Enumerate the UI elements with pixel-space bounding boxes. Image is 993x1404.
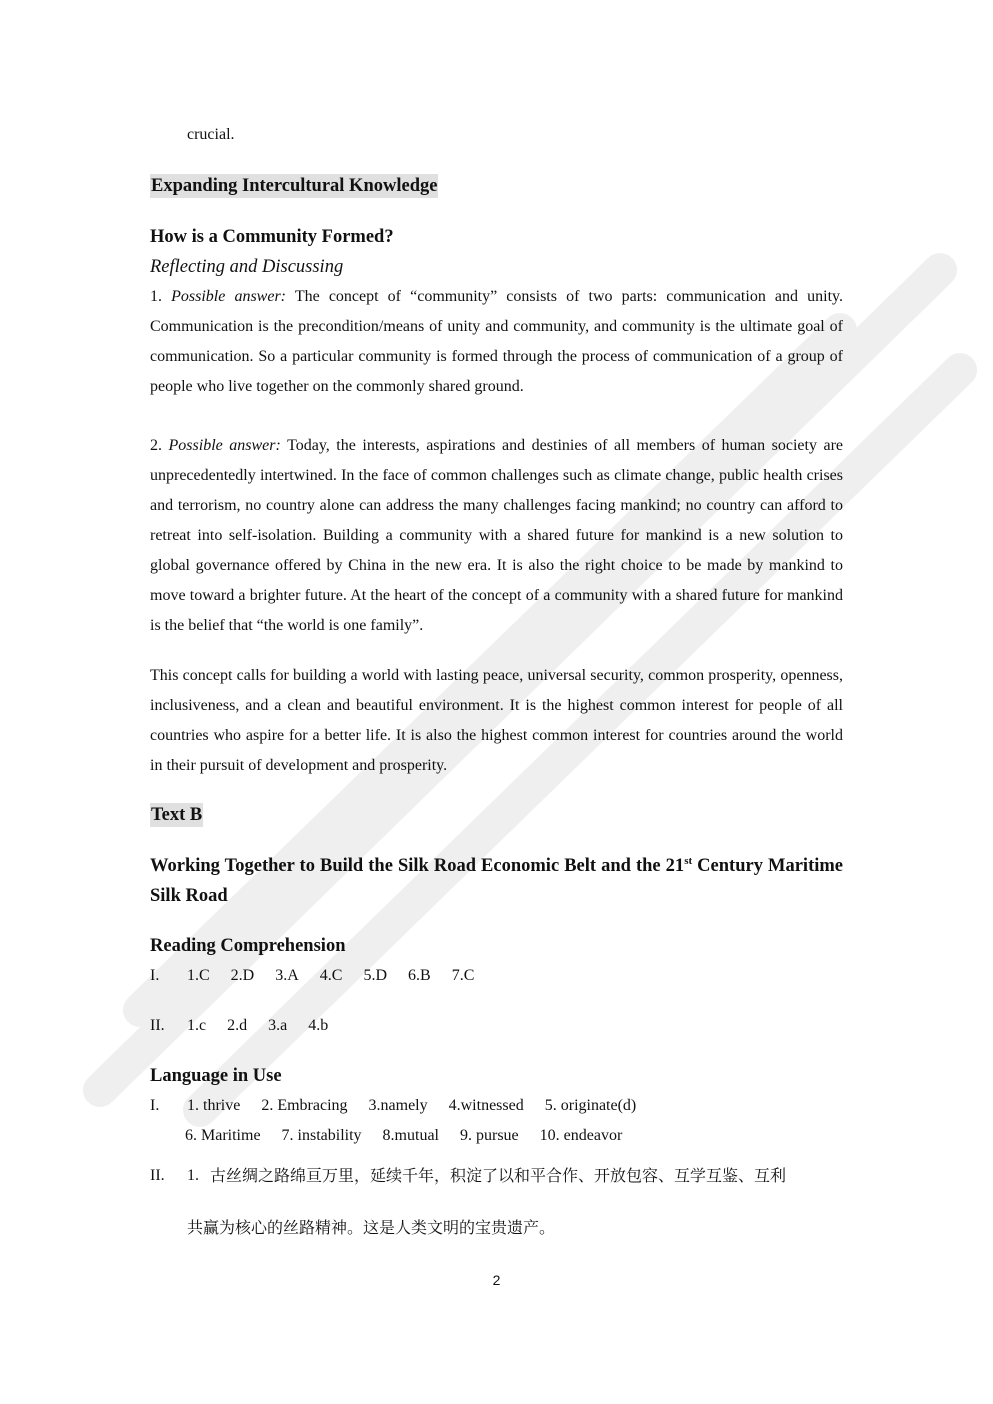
concept-paragraph: This concept calls for building a world with lasting peace, universal security, common prosperity, openness, inclusiveness, and a clean and beautiful environment. It is the highest common interest for people of all countries who aspire for a better life. It is also the highest common interest for countries around the world in their pursuit of development and prosperity. [150, 667, 843, 774]
translation-line-1: 古丝绸之路绵亘万里，延续千年，积淀了以和平合作、开放包容、互学互鉴、互利 [210, 1166, 787, 1185]
reading-part-2 [150, 1011, 843, 1041]
part-label: II. [150, 1167, 165, 1184]
page-content [150, 120, 843, 1243]
answer-item: 8.mutual [382, 1127, 439, 1144]
answer-item: 6. Maritime [185, 1127, 261, 1144]
answer-label: Possible answer: [171, 288, 286, 305]
answer-item: 1. thrive [187, 1097, 241, 1114]
answer-item: 5.D [363, 967, 388, 984]
answer-item: 5. originate(d) [544, 1097, 637, 1114]
answer-text: Today, the interests, aspirations and destinies of all members of human society are unprecedentedly intertwined. In the face of common challenges such as climate change, public health crises and terrorism, no country alone can address the many challenges facing mankind; no country can afford to retreat into self-isolation. Building a community with a shared future for mankind is a new solution to global governance offered by China in the new era. It is also the right choice to be made by mankind to move toward a brighter future. At the heart of the concept of a community with a shared future for mankind is the belief that “the world is one family”. [150, 437, 843, 634]
answer-item: 6.B [408, 967, 431, 984]
section-tag-intercultural: Expanding Intercultural Knowledge [151, 176, 438, 196]
answer-item: 7.C [451, 967, 475, 984]
part-label: II. [150, 1017, 165, 1034]
superscript-st: st [684, 854, 693, 867]
answer-item: 2.D [230, 967, 255, 984]
answer-item: 4.b [308, 1017, 329, 1034]
text-b-title: Working Together to Build the Silk Road Economic Belt and the 21st Century Maritime Silk Road [150, 854, 843, 906]
item-number: 1. [187, 1167, 199, 1184]
answer-label: Possible answer: [168, 437, 281, 454]
answer-text: The concept of “community” consists of two parts: communication and unity. Communication is the precondition/means of unity and community, and community is the ultimate goal of communication. So a particular community is formed through the process of communication of a group of people who live together on the commonly shared ground. [150, 288, 843, 395]
answer-item: 4.C [319, 967, 343, 984]
answer-item: 3.a [268, 1017, 288, 1034]
answer-item: 10. endeavor [539, 1127, 623, 1144]
answer-item: 2.d [227, 1017, 248, 1034]
answer-item: 7. instability [281, 1127, 362, 1144]
language-part-1-row-2 [150, 1121, 843, 1151]
reading-heading: Reading Comprehension [150, 936, 346, 956]
answer-item: 1.c [187, 1017, 207, 1034]
answer-item: 9. pursue [459, 1127, 519, 1144]
community-heading: How is a Community Formed? [150, 227, 394, 247]
language-part-2 [150, 1161, 843, 1191]
part-label: I. [150, 967, 160, 984]
translation-line-2: 共赢为核心的丝路精神。这是人类文明的宝贵遗产。 [187, 1218, 556, 1237]
language-part-1-row-1 [150, 1091, 843, 1121]
answer-item: 3.A [275, 967, 299, 984]
language-heading: Language in Use [150, 1066, 282, 1086]
answer-item: 3.namely [368, 1097, 428, 1114]
answer-item: 4.witnessed [448, 1097, 524, 1114]
page-number: 2 [492, 1272, 501, 1288]
answer-number: 1. [150, 288, 162, 305]
reading-part-1 [150, 961, 843, 991]
reflecting-subheading: Reflecting and Discussing [150, 257, 344, 277]
part-label: I. [150, 1097, 160, 1114]
answer-2 [150, 431, 843, 641]
continued-fragment: crucial. [187, 126, 235, 143]
answer-item: 2. Embracing [261, 1097, 348, 1114]
answer-number: 2. [150, 437, 162, 454]
answer-1 [150, 282, 843, 402]
section-tag-text-b: Text B [151, 805, 203, 825]
answer-item: 1.C [187, 967, 210, 984]
